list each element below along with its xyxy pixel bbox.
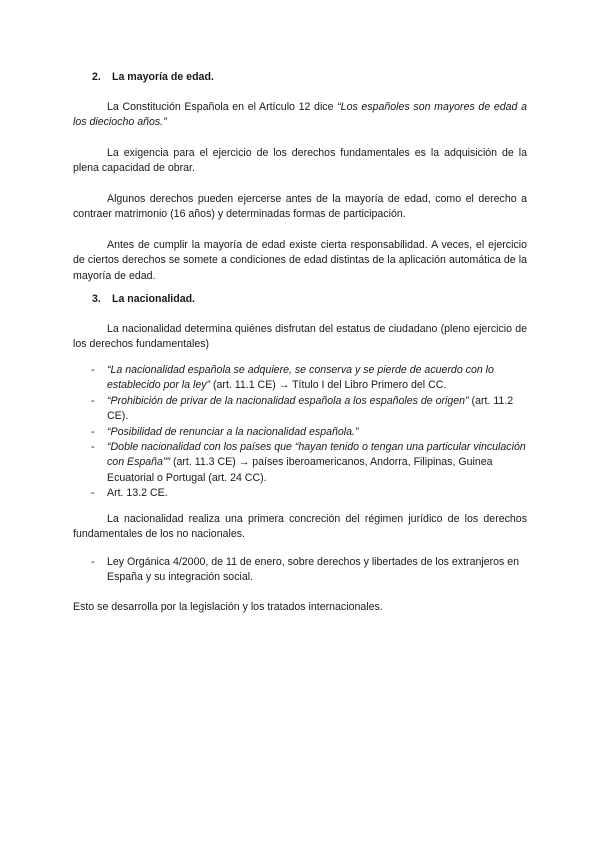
item-quote: “Posibilidad de renunciar a la nacionalidad española.” [107,425,359,438]
item-text: (art. 11.3 CE) → países iberoamericanos, Andorra, Filipinas, Guinea Ecuatorial o Portugal (art. 24 CC). [107,456,493,484]
paragraph-text: La nacionalidad realiza una primera concreción del régimen jurídico de los derechos fundamentales de los no nacionales. [73,513,527,541]
item-quote: “Prohibición de privar de la nacionalidad española a los españoles de origen” [107,394,469,407]
item-text: (art. 11.2 CE). [107,394,514,423]
item-text: Ley Orgánica 4/2000, de 11 de enero, sobre derechos y libertades de los extranjeros en España y su integración social. [107,556,520,584]
section-2-heading [92,70,214,85]
list-item [92,440,527,486]
list-item [92,363,527,394]
section-2-paragraph-3 [73,192,527,223]
paragraph-text: La nacionalidad determina quiénes disfrutan del estatus de ciudadano (pleno ejercicio de los derechos fundamentales) [73,323,527,351]
section-3-title: La nacionalidad. [112,293,196,305]
item-text: (art. 11.1 CE) → Título I del Libro Primero del CC. [210,379,447,392]
section-2-paragraph-4 [73,238,527,284]
section-2-number: 2. [92,71,101,83]
section-2-paragraph-2 [73,146,527,177]
section-2-title: La mayoría de edad. [112,71,214,83]
nationality-articles-list [92,363,527,502]
organic-law-list [92,555,527,586]
dash-bullet: - [91,487,95,500]
dash-bullet: - [91,425,95,438]
item-text: Art. 13.2 CE. [107,487,168,500]
list-item [92,486,527,501]
dash-bullet: - [91,556,95,568]
section-3-paragraph-2 [73,512,527,543]
list-item [92,394,527,425]
section-3-number: 3. [92,293,101,305]
paragraph-text: Antes de cumplir la mayoría de edad existe cierta responsabilidad. A veces, el ejercicio de ciertos derechos se somete a condiciones de edad distintas de la aplicación automática de la mayoría de edad. [73,239,527,282]
dash-bullet: - [91,364,95,376]
section-3-heading [92,292,195,307]
dash-bullet: - [91,394,95,407]
dash-bullet: - [91,441,95,454]
section-2-paragraph-1 [73,100,527,131]
constitution-text: La Constitución Española en el Artículo 12 dice [107,101,338,113]
item-quote: “La nacionalidad española se adquiere, se conserva y se pierde de acuerdo con lo establecido por la ley” [107,364,494,392]
section-3-paragraph-1 [73,322,527,353]
article-12-quote: “Los españoles son mayores de edad a los dieciocho años.” [73,101,527,129]
list-item [92,555,527,586]
item-quote: “Doble nacionalidad con los países que “hayan tenido o tengan una particular vinculación con España”” [107,441,526,469]
paragraph-text: Algunos derechos pueden ejercerse antes de la mayoría de edad, como el derecho a contraer matrimonio (16 años) y determinadas formas de participación. [73,193,527,221]
list-item [92,425,527,440]
closing-paragraph: Esto se desarrolla por la legislación y los tratados internacionales. [73,601,383,613]
paragraph-text: La exigencia para el ejercicio de los derechos fundamentales es la adquisición de la plena capacidad de obrar. [73,147,527,175]
